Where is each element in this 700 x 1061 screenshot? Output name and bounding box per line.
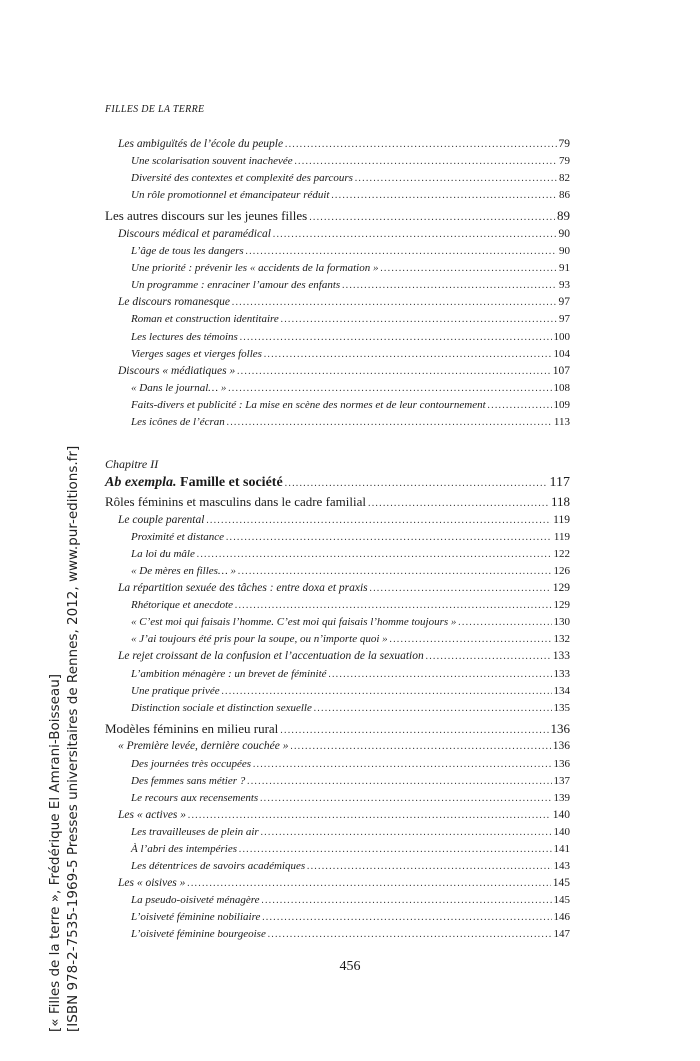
toc-entry-page: 91 bbox=[559, 262, 570, 275]
citation-line-1: [« Filles de la terre », Frédérique El Amrani-Boisseau] bbox=[47, 673, 63, 1032]
toc-entry-page: 109 bbox=[553, 398, 570, 411]
toc-entry-page: 137 bbox=[553, 774, 570, 787]
toc-entry bbox=[105, 226, 570, 243]
toc-entry-page: 122 bbox=[553, 547, 570, 560]
toc-entry-page: 140 bbox=[552, 808, 570, 821]
toc-entry bbox=[105, 414, 570, 431]
toc-entry-title: Des journées très occupées bbox=[131, 757, 252, 770]
toc-entry-title: Les icônes de l’écran bbox=[131, 416, 225, 428]
toc-entry bbox=[105, 277, 570, 294]
toc-entry bbox=[105, 207, 570, 226]
dot-leader bbox=[228, 380, 551, 397]
toc-entry-page: 139 bbox=[553, 791, 570, 804]
toc-entry bbox=[105, 187, 570, 204]
toc-entry bbox=[105, 807, 570, 824]
toc-entry-title: « Dans le journal… » bbox=[131, 381, 227, 394]
toc-entry-page: 97 bbox=[558, 296, 570, 309]
dot-leader bbox=[188, 807, 551, 824]
toc-entry-page: 129 bbox=[553, 599, 570, 612]
toc-entry bbox=[105, 529, 570, 546]
toc-entry-page: 108 bbox=[553, 381, 570, 394]
toc-entry-page: 135 bbox=[553, 701, 570, 714]
toc-entry bbox=[105, 756, 570, 773]
toc-entry-title: Le couple parental bbox=[118, 513, 205, 526]
toc-entry-page: 90 bbox=[559, 245, 570, 258]
chapter-title-entry bbox=[105, 473, 570, 493]
dot-leader bbox=[262, 909, 551, 926]
toc-entry bbox=[105, 892, 570, 909]
toc-entry-title: La pseudo-oisiveté ménagère bbox=[131, 894, 260, 907]
toc-entry-title: Discours médical et paramédical bbox=[118, 227, 271, 240]
toc-entry-title: Roman et construction identitaire bbox=[131, 313, 279, 326]
toc-entry-page: 100 bbox=[553, 330, 570, 343]
dot-leader bbox=[458, 614, 551, 631]
toc-section-2 bbox=[105, 493, 570, 943]
toc-entry bbox=[105, 614, 570, 631]
dot-leader bbox=[314, 700, 552, 717]
dot-leader bbox=[355, 170, 557, 187]
dot-leader bbox=[380, 260, 557, 277]
dot-leader bbox=[273, 226, 557, 243]
toc-entry-title: Modèles féminins en milieu rural bbox=[105, 720, 279, 736]
toc-entry bbox=[105, 648, 570, 665]
running-header: FILLES DE LA TERRE bbox=[105, 104, 205, 115]
toc-entry-page: 118 bbox=[550, 494, 570, 510]
toc-entry-title: Les « actives » bbox=[118, 808, 187, 821]
toc-entry bbox=[105, 631, 570, 648]
toc-entry-page: 82 bbox=[559, 172, 570, 185]
toc-entry bbox=[105, 790, 570, 807]
dot-leader bbox=[239, 841, 551, 858]
dot-leader bbox=[261, 824, 552, 841]
toc-entry-page: 134 bbox=[553, 684, 570, 697]
toc-entry-title: « C’est moi qui faisais l’homme. C’est moi qui faisais l’homme toujours » bbox=[131, 616, 457, 629]
toc-entry-page: 129 bbox=[552, 582, 570, 595]
toc-entry-title: Le discours romanesque bbox=[118, 296, 231, 309]
dot-leader bbox=[307, 858, 551, 875]
toc-entry bbox=[105, 363, 570, 380]
dot-leader bbox=[226, 529, 552, 546]
dot-leader bbox=[260, 790, 551, 807]
toc-entry-page: 119 bbox=[553, 513, 570, 526]
toc-entry-title: Les travailleuses de plein air bbox=[131, 825, 259, 838]
dot-leader bbox=[285, 474, 548, 494]
toc-entry bbox=[105, 260, 570, 277]
citation-line-2: [ISBN 978-2-7535-1969-5 Presses universitaires de Rennes, 2012, www.pur-editions.fr] bbox=[65, 445, 81, 1032]
toc-entry bbox=[105, 580, 570, 597]
toc-entry-title: L’oisiveté féminine bourgeoise bbox=[131, 928, 266, 941]
toc-entry bbox=[105, 397, 570, 414]
toc-entry-page: 97 bbox=[559, 313, 570, 326]
toc-entry-title: Un rôle promotionnel et émancipateur réduit bbox=[131, 189, 330, 202]
dot-leader bbox=[237, 363, 551, 380]
toc-entry bbox=[105, 700, 570, 717]
toc-entry bbox=[105, 683, 570, 700]
toc-entry-page: 140 bbox=[553, 825, 570, 838]
toc-entry-title: Le recours aux recensements bbox=[131, 791, 259, 804]
chapter-title-rest: Famille et société bbox=[176, 475, 283, 491]
dot-leader bbox=[370, 580, 551, 597]
dot-leader bbox=[232, 294, 556, 311]
toc-entry bbox=[105, 294, 570, 311]
chapter-page: 117 bbox=[549, 475, 570, 491]
toc-entry bbox=[105, 512, 570, 529]
toc-entry bbox=[105, 909, 570, 926]
toc-entry bbox=[105, 346, 570, 363]
toc-entry-title: Diversité des contextes et complexité des parcours bbox=[131, 172, 353, 185]
dot-leader bbox=[295, 153, 557, 170]
toc-entry-page: 145 bbox=[553, 894, 570, 907]
toc-entry-title: « J’ai toujours été pris pour la soupe, ou n’importe quoi » bbox=[131, 633, 388, 646]
toc-entry-page: 132 bbox=[553, 633, 570, 646]
toc-entry-title: Rhétorique et anecdote bbox=[131, 599, 234, 612]
toc-entry-title: Un programme : enraciner l’amour des enfants bbox=[131, 279, 341, 292]
toc-entry-page: 141 bbox=[553, 842, 570, 855]
toc-entry-page: 107 bbox=[552, 364, 570, 377]
toc-entry bbox=[105, 170, 570, 187]
dot-leader bbox=[206, 512, 551, 529]
toc-entry-page: 145 bbox=[552, 877, 570, 890]
toc-entry-title: Une scolarisation souvent inachevée bbox=[131, 155, 293, 168]
toc-entry bbox=[105, 858, 570, 875]
toc-entry-page: 93 bbox=[559, 279, 570, 292]
toc-entry-title: Les ambiguïtés de l’école du peuple bbox=[118, 138, 284, 150]
dot-leader bbox=[426, 648, 551, 665]
dot-leader bbox=[331, 187, 557, 204]
toc-entry-title: L’oisiveté féminine nobiliaire bbox=[131, 911, 261, 924]
toc-entry-title: Une pratique privée bbox=[131, 684, 220, 697]
toc-entry-page: 136 bbox=[553, 757, 570, 770]
dot-leader bbox=[227, 414, 552, 431]
dot-leader bbox=[264, 346, 552, 363]
toc-entry-page: 147 bbox=[553, 928, 570, 941]
toc-entry bbox=[105, 666, 570, 683]
dot-leader bbox=[488, 397, 552, 414]
toc-entry-title: Vierges sages et vierges folles bbox=[131, 347, 262, 360]
toc-entry-title: La répartition sexuée des tâches : entre doxa et praxis bbox=[118, 582, 368, 595]
toc-entry bbox=[105, 153, 570, 170]
toc-entry-page: 119 bbox=[553, 530, 570, 543]
toc-entry bbox=[105, 493, 570, 512]
toc-entry bbox=[105, 824, 570, 841]
toc-entry-title: Faits-divers et publicité : La mise en scène des normes et de leur contournement bbox=[131, 398, 486, 411]
dot-leader bbox=[247, 773, 551, 790]
toc-section-1 bbox=[105, 136, 570, 431]
dot-leader bbox=[222, 683, 552, 700]
chapter-title-italic: Ab exempla. bbox=[105, 475, 177, 491]
toc-entry-page: 126 bbox=[553, 564, 570, 577]
toc-entry-page: 133 bbox=[553, 667, 570, 680]
toc-entry-title: Les autres discours sur les jeunes filles bbox=[105, 208, 308, 224]
toc-entry bbox=[105, 546, 570, 563]
toc-entry bbox=[105, 720, 570, 739]
dot-leader bbox=[285, 136, 556, 153]
dot-leader bbox=[342, 277, 557, 294]
toc-entry-title: Le rejet croissant de la confusion et l’accentuation de la sexuation bbox=[118, 650, 424, 663]
toc-entry bbox=[105, 563, 570, 580]
toc-entry-title: Distinction sociale et distinction sexuelle bbox=[131, 701, 312, 714]
chapter-title bbox=[105, 473, 283, 493]
dot-leader bbox=[281, 311, 557, 328]
dot-leader bbox=[291, 738, 551, 755]
toc-entry-page: 143 bbox=[553, 860, 570, 873]
toc-entry-title: Une priorité : prévenir les « accidents de la formation » bbox=[131, 262, 379, 275]
toc-entry-title: Discours « médiatiques » bbox=[118, 364, 236, 377]
toc-entry-title: À l’abri des intempéries bbox=[131, 842, 238, 855]
toc-entry-title: La loi du mâle bbox=[131, 547, 195, 560]
toc-entry-title: Des femmes sans métier ? bbox=[131, 774, 246, 787]
toc-entry-title: L’âge de tous les dangers bbox=[131, 245, 244, 258]
toc-entry-page: 79 bbox=[558, 138, 570, 150]
toc-entry-title: Rôles féminins et masculins dans le cadre familial bbox=[105, 494, 367, 510]
toc-entry-page: 86 bbox=[559, 189, 570, 202]
toc-entry-title: L’ambition ménagère : un brevet de féminité bbox=[131, 667, 327, 680]
toc-entry bbox=[105, 841, 570, 858]
toc-entry-page: 104 bbox=[553, 347, 570, 360]
toc-entry bbox=[105, 380, 570, 397]
toc-entry-title: Les détentrices de savoirs académiques bbox=[131, 860, 306, 873]
toc-entry bbox=[105, 136, 570, 153]
page-number: 456 bbox=[339, 959, 361, 974]
dot-leader bbox=[268, 926, 552, 943]
dot-leader bbox=[262, 892, 552, 909]
toc-entry-page: 89 bbox=[557, 208, 570, 224]
chapter-label: Chapitre II bbox=[105, 457, 159, 472]
toc-entry-title: Les lectures des témoins bbox=[131, 330, 238, 343]
toc-entry-title: « De mères en filles… » bbox=[131, 564, 236, 577]
dot-leader bbox=[238, 563, 552, 580]
toc-entry bbox=[105, 243, 570, 260]
dot-leader bbox=[187, 875, 550, 892]
dot-leader bbox=[235, 597, 551, 614]
dot-leader bbox=[329, 666, 552, 683]
dot-leader bbox=[253, 756, 551, 773]
toc-entry-page: 136 bbox=[552, 740, 570, 753]
toc-entry bbox=[105, 773, 570, 790]
toc-entry-title: Les « oisives » bbox=[118, 877, 186, 890]
toc-entry bbox=[105, 597, 570, 614]
toc-entry-page: 133 bbox=[552, 650, 570, 663]
dot-leader bbox=[240, 329, 552, 346]
toc-entry bbox=[105, 329, 570, 346]
toc-entry bbox=[105, 738, 570, 755]
toc-entry bbox=[105, 311, 570, 328]
toc-entry-page: 130 bbox=[553, 616, 570, 629]
toc-entry-title: « Première levée, dernière couchée » bbox=[118, 740, 289, 753]
toc-entry-page: 146 bbox=[553, 911, 570, 924]
citation-sidenote bbox=[46, 446, 82, 1032]
toc-entry bbox=[105, 875, 570, 892]
toc-entry-page: 113 bbox=[553, 416, 570, 428]
toc-entry bbox=[105, 926, 570, 943]
section-gap bbox=[105, 431, 570, 455]
dot-leader bbox=[246, 243, 557, 260]
toc-entry-page: 79 bbox=[559, 155, 570, 168]
table-of-contents bbox=[105, 136, 570, 944]
dot-leader bbox=[197, 546, 552, 563]
toc-entry-title: Proximité et distance bbox=[131, 530, 225, 543]
toc-entry-page: 136 bbox=[550, 720, 570, 736]
dot-leader bbox=[390, 631, 552, 648]
toc-entry-page: 90 bbox=[558, 227, 570, 240]
